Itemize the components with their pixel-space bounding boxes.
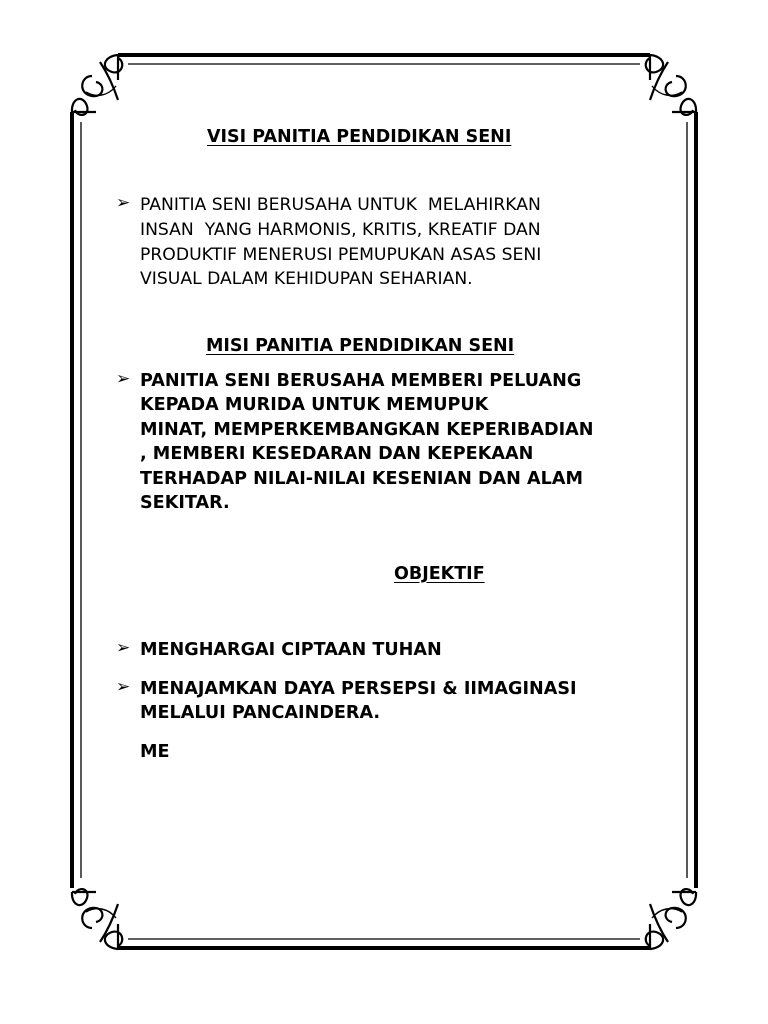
objective-item [116, 677, 577, 726]
arrow-bullet-icon: ➢ [116, 193, 131, 213]
arrow-bullet-icon: ➢ [116, 369, 131, 389]
trailing-text: ME [140, 742, 170, 762]
objective-item-text: MENGHARGAI CIPTAAN TUHAN [140, 640, 442, 660]
vision-heading: VISI PANITIA PENDIDIKAN SENI [207, 127, 512, 147]
corner-ornament-bottom-right [646, 889, 696, 949]
mission-heading: MISI PANITIA PENDIDIKAN SENI [206, 336, 515, 356]
corner-ornament-bottom-left [72, 889, 122, 949]
mission-item [116, 369, 593, 515]
corner-ornament-top-left [72, 55, 122, 115]
objective-item-text: MENAJAMKAN DAYA PERSEPSI & IIMAGINASI MELALUI PANCAINDERA. [140, 679, 577, 724]
corner-ornament-top-right [646, 55, 696, 115]
objectives-heading: OBJEKTIF [394, 564, 485, 584]
objective-item [116, 638, 442, 662]
vision-item [116, 193, 541, 292]
vision-item-text: PANITIA SENI BERUSAHA UNTUK MELAHIRKAN INSAN YANG HARMONIS, KRITIS, KREATIF DAN PRODUKTIF MENERUSI PEMUPUKAN ASAS SENI VISUAL DALAM KEHIDUPAN SEHARIAN. [140, 195, 542, 290]
arrow-bullet-icon: ➢ [116, 638, 131, 658]
arrow-bullet-icon: ➢ [116, 677, 131, 697]
mission-item-text: PANITIA SENI BERUSAHA MEMBERI PELUANG KEPADA MURIDA UNTUK MEMUPUK MINAT, MEMPERKEMBANGKAN KEPERIBADIAN , MEMBERI KESEDARAN DAN KEPEKAAN TERHADAP NILAI-NILAI KESENIAN DAN ALAM SEKITAR. [140, 371, 594, 514]
